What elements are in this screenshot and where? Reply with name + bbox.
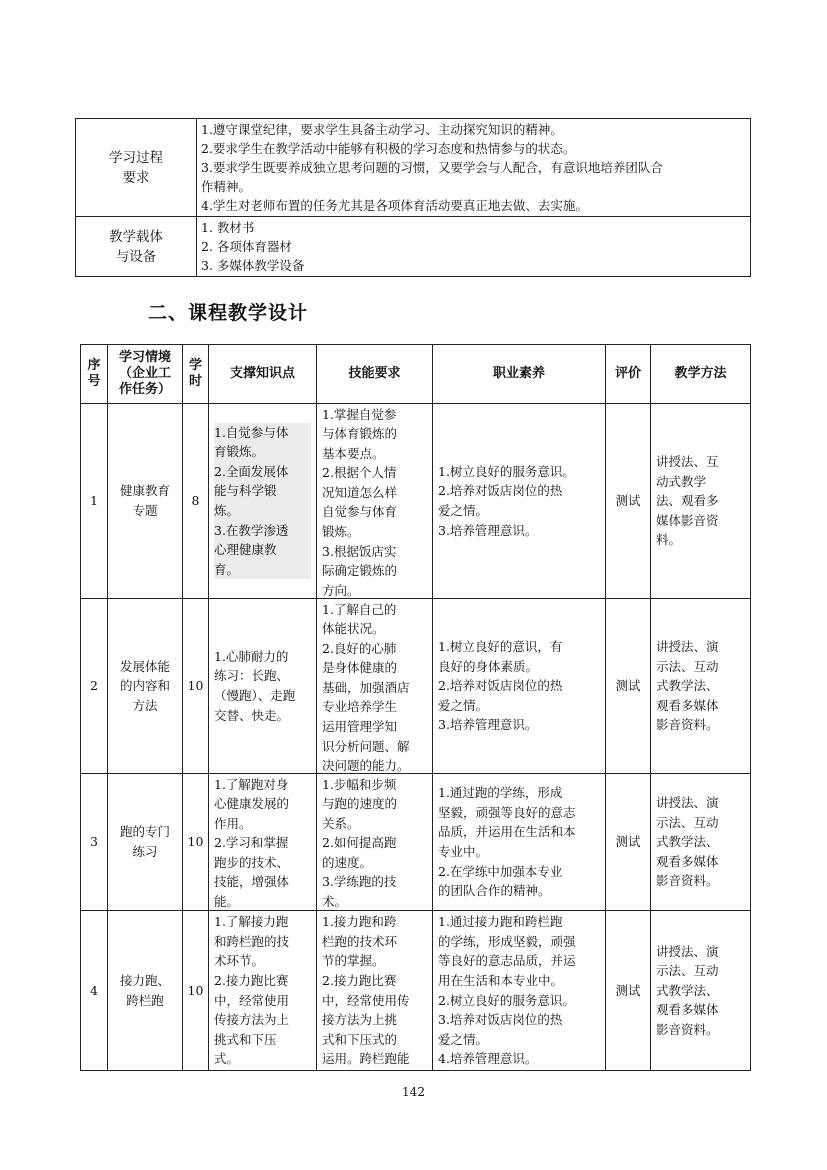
- cell-line: 运用。跨栏跑能: [322, 1051, 410, 1067]
- cell-line: 1.了解跑对身: [214, 776, 289, 792]
- cell-line: 坚毅，顽强等良好的意志: [438, 804, 576, 820]
- quality-cell: [433, 404, 606, 599]
- cell-value: 测试: [615, 493, 641, 509]
- cell-line: 2.全面发展体: [214, 462, 311, 482]
- page-number: 142: [402, 1085, 425, 1099]
- cell-line: 3.培养管理意识。: [438, 522, 538, 538]
- method-cell: [651, 599, 751, 774]
- header-situation: 学习情境 （企业工 作任务）: [108, 345, 183, 404]
- cell-line: 良好的身体素质。: [438, 658, 539, 674]
- cell-line: 爱之情。: [438, 503, 489, 518]
- cell-line: 和跨栏跑的技: [214, 933, 290, 949]
- hours-cell: [183, 911, 209, 1071]
- cell-line: 接力跑、: [119, 972, 170, 988]
- cell-line: 2.接力跑比赛: [322, 972, 397, 988]
- table-row: [81, 911, 751, 1071]
- hours-cell: [183, 404, 209, 599]
- cell-line: 1.树立良好的意识，有: [438, 639, 563, 655]
- requirement-line: 作精神。: [201, 179, 252, 194]
- cell-line: 育锻炼。: [214, 442, 311, 462]
- cell-line: 跑的专门: [119, 824, 170, 840]
- skills-cell: [317, 599, 433, 774]
- cell-line: 方法: [132, 697, 158, 713]
- cell-line: 爱之情。: [438, 697, 489, 713]
- cell-line: 方向。: [322, 582, 360, 598]
- cell-line: 的速度。: [322, 854, 373, 870]
- cell-value: 测试: [615, 982, 641, 998]
- skills-cell: [317, 404, 433, 599]
- cell-line: 挑式和下压: [214, 1031, 277, 1047]
- evaluation-cell: [606, 404, 651, 599]
- cell-line: 1.自觉参与体: [214, 423, 311, 443]
- cell-line: 影音资料。: [656, 1021, 719, 1037]
- cell-line: 的团队合作的精神。: [438, 883, 551, 899]
- cell-line: 炼。: [214, 501, 311, 521]
- cell-line: 的学练，形成坚毅，顽强: [438, 933, 576, 949]
- cell-line: 专业培养学生: [322, 699, 398, 715]
- cell-line: 作用。: [214, 815, 252, 831]
- cell-line: 讲授法、演: [656, 943, 719, 959]
- cell-value: 10: [187, 982, 204, 998]
- cell-line: 关系。: [322, 815, 360, 831]
- table-header-row: [81, 345, 751, 404]
- situation-cell: [108, 404, 183, 599]
- cell-line: 料。: [656, 532, 682, 548]
- cell-line: 影音资料。: [656, 717, 719, 733]
- quality-cell: [433, 599, 606, 774]
- cell-line: 与跑的速度的: [322, 796, 398, 812]
- course-design-table: [80, 344, 751, 1071]
- seq-cell: [81, 774, 108, 911]
- cell-line: 式教学法、: [656, 834, 719, 850]
- cell-value: 3: [90, 834, 98, 850]
- cell-line: 2.培养对饭店岗位的热: [438, 678, 563, 694]
- requirement-line: 2.要求学生在教学活动中能够有积极的学习态度和热情参与的状态。: [201, 141, 576, 156]
- header-method: 教学方法: [651, 345, 751, 404]
- cell-line: 练习: [132, 844, 158, 859]
- table-row: [76, 217, 751, 277]
- cell-line: 能与科学锻: [214, 481, 311, 501]
- cell-line: 式教学法、: [656, 678, 719, 694]
- cell-line: 等良好的意志品质，并运: [438, 953, 576, 969]
- section-heading: 二、课程教学设计: [148, 302, 309, 324]
- cell-line: 心理健康教: [214, 540, 311, 560]
- cell-line: 育。: [214, 560, 311, 580]
- cell-line: 3.培养对饭店岗位的热: [438, 1012, 563, 1028]
- cell-line: 栏跑的技术环: [322, 933, 398, 949]
- method-cell: [651, 404, 751, 599]
- cell-line: 2.如何提高跑: [322, 835, 397, 851]
- cell-line: 示法、互动: [656, 963, 719, 979]
- row-content: [197, 217, 751, 277]
- knowledge-cell: [209, 599, 317, 774]
- cell-value: 1: [90, 493, 98, 509]
- cell-line: 际确定锻炼的: [322, 563, 398, 579]
- cell-line: 示法、互动: [656, 658, 719, 674]
- cell-value: 10: [187, 834, 204, 850]
- cell-line: 1.了解接力跑: [214, 914, 289, 930]
- equipment-line: 2. 各项体育器材: [201, 239, 292, 254]
- table-row: [81, 774, 751, 911]
- cell-line: 术环节。: [214, 953, 265, 969]
- course-design-body: [81, 404, 751, 1071]
- table-row: [81, 404, 751, 599]
- seq-cell: [81, 911, 108, 1071]
- knowledge-cell: [209, 774, 317, 911]
- cell-line: 式和下压式的: [322, 1031, 398, 1047]
- cell-line: 4.培养管理意识。: [438, 1051, 538, 1067]
- cell-line: 基础，加强酒店: [322, 679, 410, 695]
- method-cell: [651, 774, 751, 911]
- cell-line: 2.树立良好的服务意识。: [438, 992, 575, 1008]
- cell-line: 3.根据饭店实: [322, 543, 397, 559]
- cell-line: 1.步幅和步频: [322, 776, 397, 792]
- cell-line: 的内容和: [119, 678, 170, 694]
- cell-line: 练习：长跑、: [214, 668, 290, 684]
- cell-value: 10: [187, 678, 204, 694]
- cell-line: 3.学练跑的技: [322, 874, 397, 890]
- cell-line: 观看多媒体: [656, 853, 719, 869]
- cell-value: 4: [90, 982, 98, 998]
- cell-line: 接方法为上挑: [322, 1012, 398, 1028]
- skills-cell: [317, 911, 433, 1071]
- header-skills: 技能要求: [317, 345, 433, 404]
- cell-line: 节的掌握。: [322, 953, 385, 969]
- header-hours: 学 时: [183, 345, 209, 404]
- cell-line: 能。: [214, 894, 240, 910]
- cell-line: 1.接力跑和跨: [322, 914, 397, 930]
- cell-line: 中，经常使用: [214, 992, 290, 1008]
- cell-line: 观看多媒体: [656, 697, 719, 713]
- cell-line: 观看多媒体: [656, 1002, 719, 1018]
- cell-line: 2.培养对饭店岗位的热: [438, 483, 563, 499]
- equipment-line: 3. 多媒体教学设备: [201, 258, 305, 273]
- cell-line: 况知道怎么样: [322, 484, 398, 500]
- cell-line: 爱之情。: [438, 1031, 489, 1047]
- cell-line: 2.在学练中加强本专业: [438, 863, 563, 879]
- cell-line: 技能，增强体: [214, 874, 290, 890]
- cell-line: 运用管理学知: [322, 719, 398, 735]
- quality-cell: [433, 911, 606, 1071]
- knowledge-cell: [209, 911, 317, 1071]
- table-row: [76, 119, 751, 217]
- cell-value: 8: [191, 493, 200, 509]
- seq-cell: [81, 404, 108, 599]
- cell-line: 3.在教学渗透: [214, 521, 311, 541]
- cell-line: 发展体能: [119, 658, 170, 674]
- table-row: [81, 599, 751, 774]
- cell-line: 决问题的能力。: [322, 758, 410, 773]
- seq-cell: [81, 599, 108, 774]
- row-label: 学习过程 要求: [76, 119, 197, 217]
- header-quality: 职业素养: [433, 345, 606, 404]
- cell-line: 跨栏跑: [126, 992, 164, 1008]
- cell-line: 心健康发展的: [214, 796, 290, 812]
- cell-line: 识分析问题、解: [322, 738, 410, 754]
- skills-cell: [317, 774, 433, 911]
- cell-line: （慢跑）、走跑: [214, 688, 296, 703]
- equipment-line: 1. 教材书: [201, 220, 255, 235]
- cell-line: 1.通过跑的学练，形成: [438, 785, 563, 801]
- cell-line: 传接方法为上: [214, 1012, 290, 1028]
- cell-line: 专业中。: [438, 844, 489, 859]
- situation-cell: [108, 599, 183, 774]
- cell-line: 影音资料。: [656, 873, 719, 889]
- cell-line: 2.接力跑比赛: [214, 972, 289, 988]
- cell-line: 讲授法、互: [656, 454, 719, 470]
- cell-line: 1.树立良好的服务意识。: [438, 463, 575, 479]
- cell-line: 用在生活和本专业中。: [438, 972, 564, 988]
- cell-value: 测试: [615, 834, 641, 850]
- cell-line: 品质，并运用在生活和本: [438, 824, 576, 840]
- cell-line: 1.了解自己的: [322, 601, 397, 617]
- situation-cell: [108, 911, 183, 1071]
- learning-requirements-table: [75, 118, 751, 277]
- quality-cell: [433, 774, 606, 911]
- cell-line: 健康教育: [119, 483, 170, 499]
- cell-line: 交替、快走。: [214, 707, 290, 723]
- evaluation-cell: [606, 599, 651, 774]
- cell-line: 2.根据个人情: [322, 465, 397, 481]
- cell-value: 2: [90, 678, 98, 694]
- cell-line: 讲授法、演: [656, 795, 719, 811]
- evaluation-cell: [606, 774, 651, 911]
- cell-line: 示法、互动: [656, 814, 719, 830]
- cell-line: 2.学习和掌握: [214, 835, 289, 851]
- cell-line: 自觉参与体育: [322, 504, 398, 520]
- hours-cell: [183, 599, 209, 774]
- cell-line: 专题: [132, 503, 158, 518]
- header-evaluation: 评价: [606, 345, 651, 404]
- cell-line: 体能状况。: [322, 621, 385, 637]
- cell-line: 讲授法、演: [656, 639, 719, 655]
- evaluation-cell: [606, 911, 651, 1071]
- cell-line: 法、观看多: [656, 493, 719, 509]
- method-cell: [651, 911, 751, 1071]
- cell-line: 术。: [322, 894, 348, 910]
- hours-cell: [183, 774, 209, 911]
- knowledge-cell: [209, 404, 317, 599]
- requirement-line: 4.学生对老师布置的任务尤其是各项体育活动要真正地去做、去实施。: [201, 198, 588, 213]
- cell-line: 是身体健康的: [322, 660, 398, 676]
- cell-line: 3.培养管理意识。: [438, 717, 538, 733]
- requirement-line: 1.遵守课堂纪律，要求学生具备主动学习、主动探究知识的精神。: [201, 122, 563, 137]
- cell-value: 测试: [615, 678, 641, 694]
- cell-line: 媒体影音资: [656, 512, 719, 528]
- cell-line: 式教学法、: [656, 982, 719, 998]
- cell-line: 与体育锻炼的: [322, 426, 398, 442]
- cell-line: 锻炼。: [322, 524, 360, 540]
- cell-line: 2.良好的心肺: [322, 640, 397, 656]
- cell-line: 基本要点。: [322, 445, 385, 461]
- cell-line: 1.通过接力跑和跨栏跑: [438, 914, 563, 930]
- cell-line: 1.心肺耐力的: [214, 648, 289, 664]
- header-knowledge: 支撑知识点: [209, 345, 317, 404]
- cell-line: 中，经常使用传: [322, 992, 410, 1008]
- row-label: 教学载体 与设备: [76, 217, 197, 277]
- requirement-line: 3.要求学生既要养成独立思考问题的习惯，又要学会与人配合，有意识地培养团队合: [201, 160, 663, 175]
- cell-line: 1.掌握自觉参: [322, 406, 397, 422]
- cell-line: 跑步的技术、: [214, 854, 290, 870]
- row-content: [197, 119, 751, 217]
- header-seq: 序 号: [81, 345, 108, 404]
- cell-line: 式。: [214, 1051, 240, 1067]
- situation-cell: [108, 774, 183, 911]
- cell-line: 动式教学: [656, 473, 707, 489]
